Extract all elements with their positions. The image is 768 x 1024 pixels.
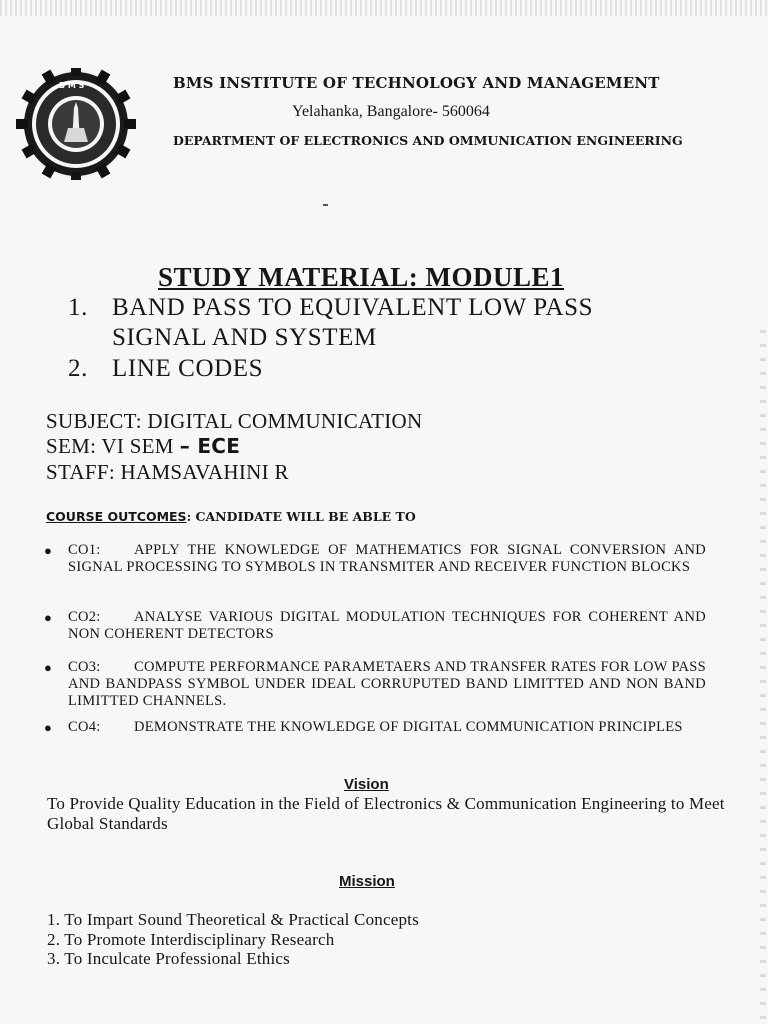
handwritten-ece: – ECE bbox=[179, 434, 241, 458]
institute-address: Yelahanka, Bangalore- 560064 bbox=[292, 103, 490, 120]
scan-artifact-right bbox=[760, 330, 766, 1020]
bullet-icon: ● bbox=[44, 610, 53, 625]
vision-statement: To Provide Quality Education in the Field of Electronics & Communication Engineering to Meet Global Standards bbox=[47, 794, 725, 833]
outcome-text: ANALYSE VARIOUS DIGITAL MODULATION TECHNIQUES FOR COHERENT AND NON COHERENT DETECTORS bbox=[68, 609, 706, 642]
outcome-code: CO2: bbox=[68, 609, 101, 625]
vision-heading: Vision bbox=[344, 776, 389, 793]
outcome-code: CO3: bbox=[68, 659, 101, 675]
course-outcome-item bbox=[44, 609, 706, 643]
subject-line: SUBJECT: DIGITAL COMMUNICATION bbox=[46, 409, 423, 433]
outcome-code: CO4: bbox=[68, 719, 101, 735]
staff-line: STAFF: HAMSAVAHINI R bbox=[46, 460, 289, 484]
topic-number: 1. bbox=[68, 294, 88, 321]
topic-number: 2. bbox=[68, 355, 88, 382]
mission-item: 1. To Impart Sound Theoretical & Practical Concepts bbox=[47, 910, 419, 929]
semester-line bbox=[46, 434, 240, 459]
outcome-text: APPLY THE KNOWLEDGE OF MATHEMATICS FOR SIGNAL CONVERSION AND SIGNAL PROCESSING TO SYMBOLS IN TRANSMITER AND RECEIVER FUNCTION BLOCKS bbox=[68, 542, 706, 575]
course-outcome-item bbox=[44, 659, 706, 710]
page-title: STUDY MATERIAL: MODULE1 bbox=[158, 262, 565, 292]
bullet-icon: ● bbox=[44, 660, 53, 675]
mission-heading: Mission bbox=[339, 873, 395, 890]
course-outcomes-heading bbox=[46, 509, 416, 524]
bullet-icon: ● bbox=[44, 720, 53, 735]
topic-text: BAND PASS TO EQUIVALENT LOW PASS bbox=[112, 294, 594, 321]
outcome-text: DEMONSTRATE THE KNOWLEDGE OF DIGITAL COMMUNICATION PRINCIPLES bbox=[134, 719, 683, 735]
institute-name: BMS INSTITUTE OF TECHNOLOGY AND MANAGEMENT bbox=[173, 74, 660, 92]
topic-2 bbox=[68, 355, 263, 383]
outcome-text: COMPUTE PERFORMANCE PARAMETAERS AND TRANSFER RATES FOR LOW PASS AND BANDPASS SYMBOL UNDER IDEAL CORRUPUTED BAND LIMITTED AND NON BAND LIMITTED CHANNELS. bbox=[68, 659, 706, 709]
bullet-icon: ● bbox=[44, 543, 53, 558]
course-outcomes-subtitle: : CANDIDATE WILL BE ABLE TO bbox=[186, 509, 416, 524]
topic-1-continuation: SIGNAL AND SYSTEM bbox=[112, 324, 377, 351]
seal-top-text: B M S bbox=[59, 81, 85, 90]
course-outcome-item bbox=[44, 719, 706, 736]
outcome-code: CO1: bbox=[68, 542, 101, 558]
topic-1 bbox=[68, 294, 593, 322]
mission-item: 2. To Promote Interdisciplinary Research bbox=[47, 930, 335, 949]
institute-seal-icon bbox=[4, 68, 150, 180]
semester-text: SEM: VI SEM bbox=[46, 434, 174, 458]
course-outcomes-label: COURSE OUTCOMES bbox=[46, 509, 187, 524]
department-name: DEPARTMENT OF ELECTRONICS AND OMMUNICATION ENGINEERING bbox=[173, 133, 683, 148]
scan-artifact-top bbox=[0, 0, 768, 16]
stray-mark bbox=[323, 204, 328, 206]
course-outcome-item bbox=[44, 542, 706, 576]
mission-item: 3. To Inculcate Professional Ethics bbox=[47, 949, 290, 968]
topic-text: LINE CODES bbox=[112, 355, 264, 382]
